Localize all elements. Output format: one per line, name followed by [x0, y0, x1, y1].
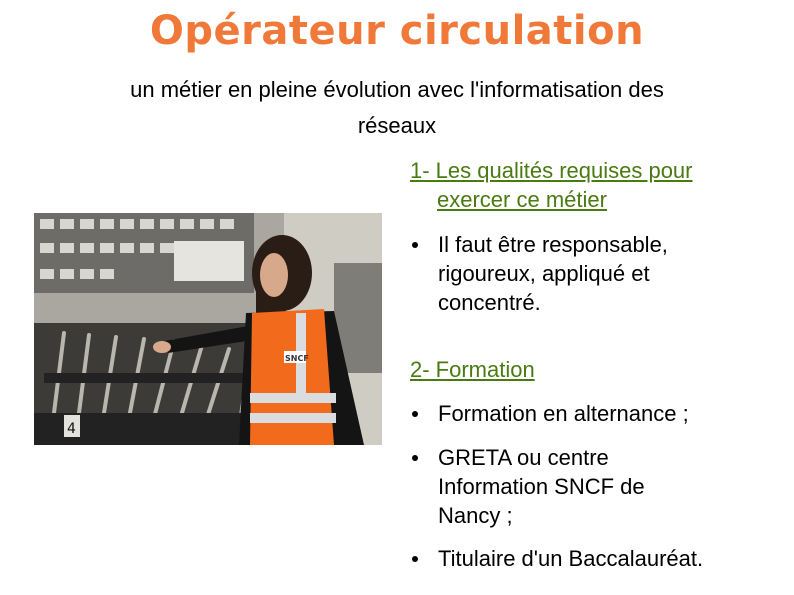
- bullet-icon: [412, 556, 418, 562]
- operator-photo-illustration: [34, 213, 382, 445]
- list-item: [438, 399, 689, 428]
- list-item: [438, 544, 703, 573]
- list-item-line: Il faut être responsable,: [438, 232, 668, 257]
- bullet-icon: [412, 411, 418, 417]
- section-heading-qualities-line-2: exercer ce métier: [437, 187, 607, 212]
- operator-photo: [34, 213, 382, 445]
- subtitle-line-2: réseaux: [357, 113, 437, 138]
- bullet-icon: [412, 455, 418, 461]
- subtitle-line-1: un métier en pleine évolution avec l'informatisation des: [130, 77, 664, 102]
- section-heading-qualities-line-1: 1- Les qualités requises pour: [410, 158, 693, 183]
- slide-subtitle: [70, 72, 724, 144]
- list-item-line: GRETA ou centre: [438, 445, 609, 470]
- bullet-icon: [412, 242, 418, 248]
- list-item-line: concentré.: [438, 290, 541, 315]
- list-item: [438, 443, 645, 530]
- section-heading-formation: 2- Formation: [410, 357, 535, 382]
- vest-text: SNCF: [285, 354, 309, 363]
- list-item-line: rigoureux, appliqué et: [438, 261, 650, 286]
- list-item-line: Titulaire d'un Baccalauréat.: [438, 546, 704, 571]
- lever-number: 4: [67, 421, 76, 437]
- slide-title: Opérateur circulation: [149, 8, 645, 54]
- list-item-line: Nancy ;: [438, 503, 513, 528]
- list-item-line: Information SNCF de: [438, 474, 645, 499]
- list-item-line: Formation en alternance ;: [438, 401, 689, 426]
- section-heading-qualities: [410, 156, 770, 214]
- list-item: [438, 230, 668, 317]
